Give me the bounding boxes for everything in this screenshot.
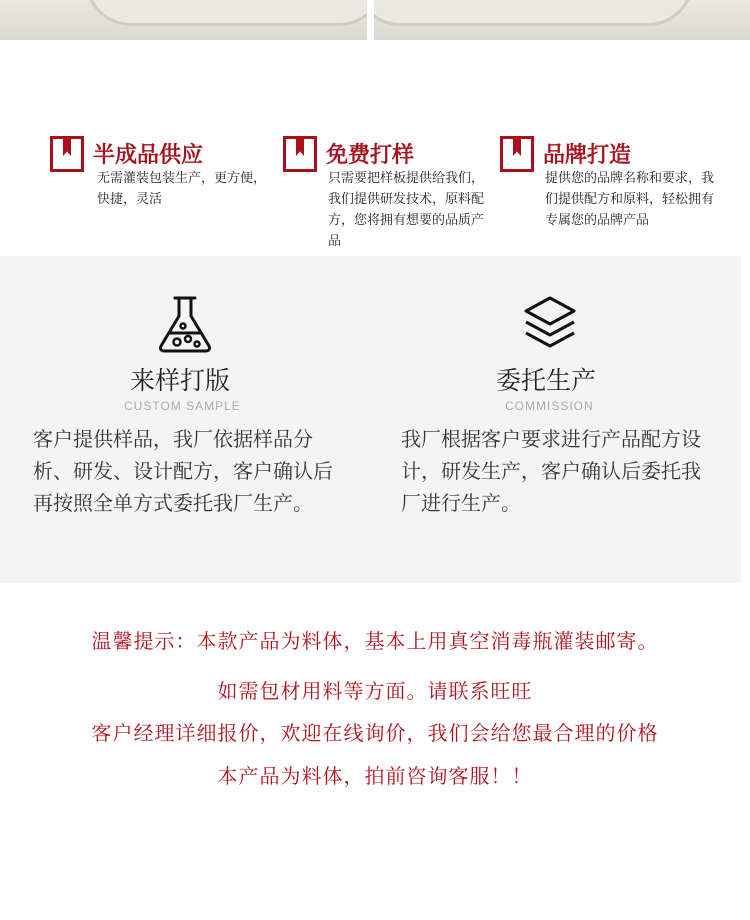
notice-line: 本产品为料体，拍前咨询客服！！ — [217, 764, 533, 788]
product-photo-strip — [0, 0, 750, 40]
service-subtitle: CUSTOM SAMPLE — [124, 399, 241, 413]
feature-description: 提供您的品牌名称和要求，我们提供配方和原料，轻松拥有专属您的品牌产品 — [545, 171, 715, 228]
feature-description: 无需灌装包装生产，更方便，快捷，灵活 — [97, 171, 267, 207]
service-description: 客户提供样品，我厂依据样品分析、研发、设计配方，客户确认后再按照全单方式委托我厂生产。 — [33, 427, 333, 515]
service-subtitle: COMMISSION — [505, 399, 594, 413]
service-description: 我厂根据客户要求进行产品配方设计，研发生产，客户确认后委托我厂进行生产。 — [401, 427, 701, 515]
feature-title: 免费打样 — [326, 143, 415, 168]
bookmark-icon — [500, 136, 534, 172]
service-title: 委托生产 — [496, 366, 597, 395]
feature-description: 只需要把样板提供给我们，我们提供研发技术，原料配方，您将拥有想要的品质产品 — [328, 171, 485, 249]
feature-title: 半成品供应 — [93, 143, 204, 168]
service-title: 来样打版 — [130, 366, 231, 395]
layers-icon — [518, 292, 582, 356]
feature-row — [0, 130, 750, 250]
flask-icon — [153, 292, 217, 356]
product-photo-right — [374, 0, 750, 40]
feature-title: 品牌打造 — [543, 143, 632, 168]
bookmark-icon — [283, 136, 317, 172]
notice-line: 客户经理详细报价，欢迎在线询价，我们会给您最合理的价格 — [91, 721, 659, 745]
product-photo-left — [0, 0, 367, 40]
notice-line: 如需包材用料等方面。请联系旺旺 — [217, 679, 533, 703]
notice-line: 温馨提示：本款产品为料体，基本上用真空消毒瓶灌装邮寄。 — [91, 629, 659, 653]
services-panel — [0, 256, 741, 583]
bookmark-icon — [50, 136, 84, 172]
